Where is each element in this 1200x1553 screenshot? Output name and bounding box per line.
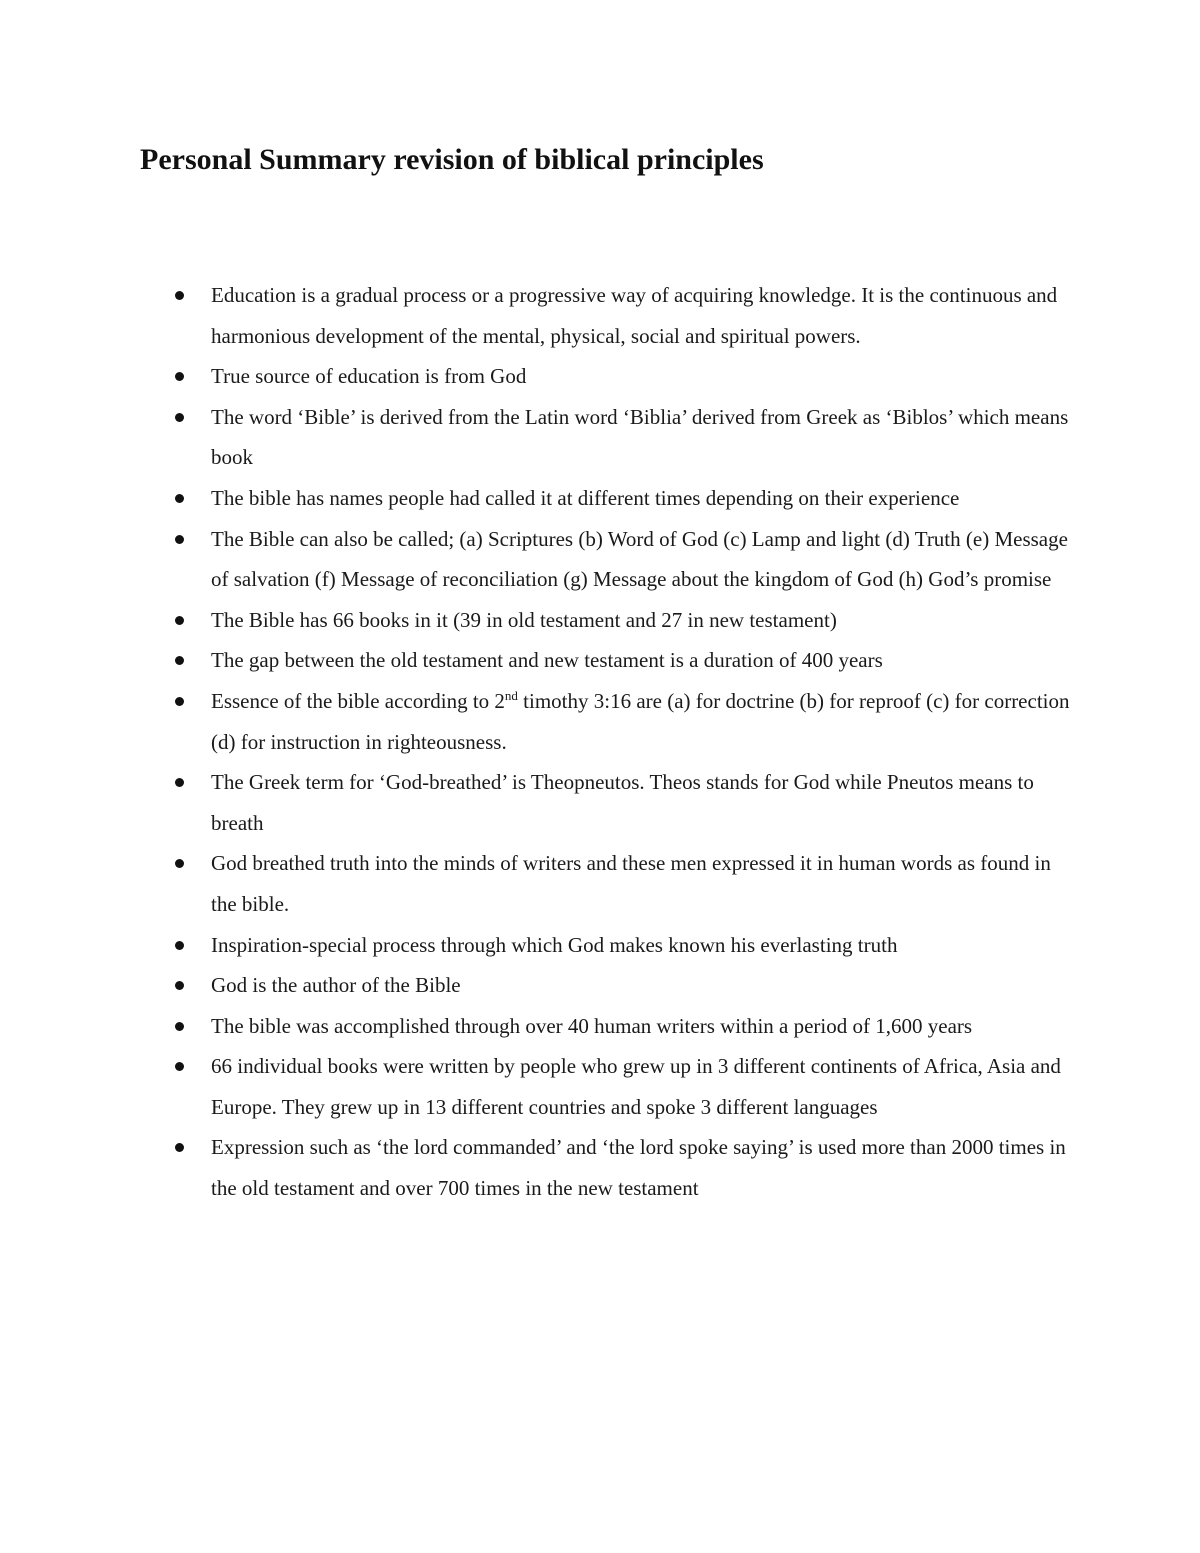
bullet-text	[211, 689, 1070, 754]
bullet-text: 66 individual books were written by people who grew up in 3 different continents of Africa, Asia and Europe. They grew up in 13 different countries and spoke 3 different languages	[211, 1054, 1061, 1119]
bullet-dot-icon	[175, 981, 184, 990]
list-item	[0, 762, 1071, 843]
bullet-text: The Bible has 66 books in it (39 in old testament and 27 in new testament)	[211, 607, 837, 632]
list-item	[0, 1006, 1071, 1047]
list-item	[0, 925, 1071, 966]
bullet-dot-icon	[175, 941, 184, 950]
bullet-text: Expression such as ‘the lord commanded’ and ‘the lord spoke saying’ is used more than 2000 times in the old testament and over 700 times in the new testament	[211, 1135, 1066, 1201]
bullet-text: The gap between the old testament and new testament is a duration of 400 years	[211, 648, 883, 673]
bullet-text: True source of education is from God	[211, 364, 527, 389]
bullet-text: Inspiration-special process through which God makes known his everlasting truth	[211, 932, 898, 957]
bullet-text: The bible has names people had called it at different times depending on their experience	[211, 485, 960, 510]
list-item	[0, 640, 1071, 681]
bullet-text-part: timothy 3:16 are (a) for doctrine (b) for reproof (c) for correction (d) for instruction in righteousness.	[211, 688, 1070, 754]
list-item	[0, 478, 1071, 519]
bullet-dot-icon	[175, 413, 184, 422]
bullet-text: Education is a gradual process or a progressive way of acquiring knowledge. It is the continuous and harmonious development of the mental, physical, social and spiritual powers.	[211, 283, 1058, 348]
bullet-dot-icon	[175, 1062, 184, 1071]
bullet-dot-icon	[175, 656, 184, 665]
ordinal-superscript: nd	[504, 687, 518, 703]
bullet-text: The Greek term for ‘God-breathed’ is Theopneutos. Theos stands for God while Pneutos means to breath	[211, 770, 1034, 835]
bullet-text-part: Essence of the bible according to 2	[211, 688, 505, 713]
bullet-text: The word ‘Bible’ is derived from the Latin word ‘Biblia’ derived from Greek as ‘Biblos’ which means book	[211, 404, 1069, 470]
bullet-list	[0, 275, 1200, 1209]
bullet-dot-icon	[175, 859, 184, 868]
bullet-text: The bible was accomplished through over 40 human writers within a period of 1,600 years	[211, 1013, 973, 1038]
document-title: Personal Summary revision of biblical principles	[140, 143, 764, 176]
bullet-dot-icon	[175, 535, 184, 544]
bullet-dot-icon	[175, 1022, 184, 1031]
bullet-text: God is the author of the Bible	[211, 973, 461, 998]
bullet-dot-icon	[175, 616, 184, 625]
bullet-dot-icon	[175, 291, 184, 300]
list-item	[0, 519, 1071, 600]
list-item	[0, 965, 1071, 1006]
list-item	[0, 397, 1071, 478]
bullet-text: The Bible can also be called; (a) Scriptures (b) Word of God (c) Lamp and light (d) Truth (e) Message of salvation (f) Message of reconciliation (g) Message about the kingdom of God (h) God’s promise	[211, 526, 1068, 592]
list-item	[0, 1046, 1071, 1127]
list-item	[0, 600, 1071, 641]
bullet-dot-icon	[175, 494, 184, 503]
list-item	[0, 681, 1071, 762]
list-item	[0, 843, 1071, 924]
list-item	[0, 356, 1071, 397]
bullet-dot-icon	[175, 1143, 184, 1152]
bullet-dot-icon	[175, 778, 184, 787]
bullet-dot-icon	[175, 697, 184, 706]
bullet-dot-icon	[175, 372, 184, 381]
list-item	[0, 1127, 1071, 1208]
bullet-text: God breathed truth into the minds of writers and these men expressed it in human words as found in the bible.	[211, 851, 1051, 916]
list-item	[0, 275, 1071, 356]
